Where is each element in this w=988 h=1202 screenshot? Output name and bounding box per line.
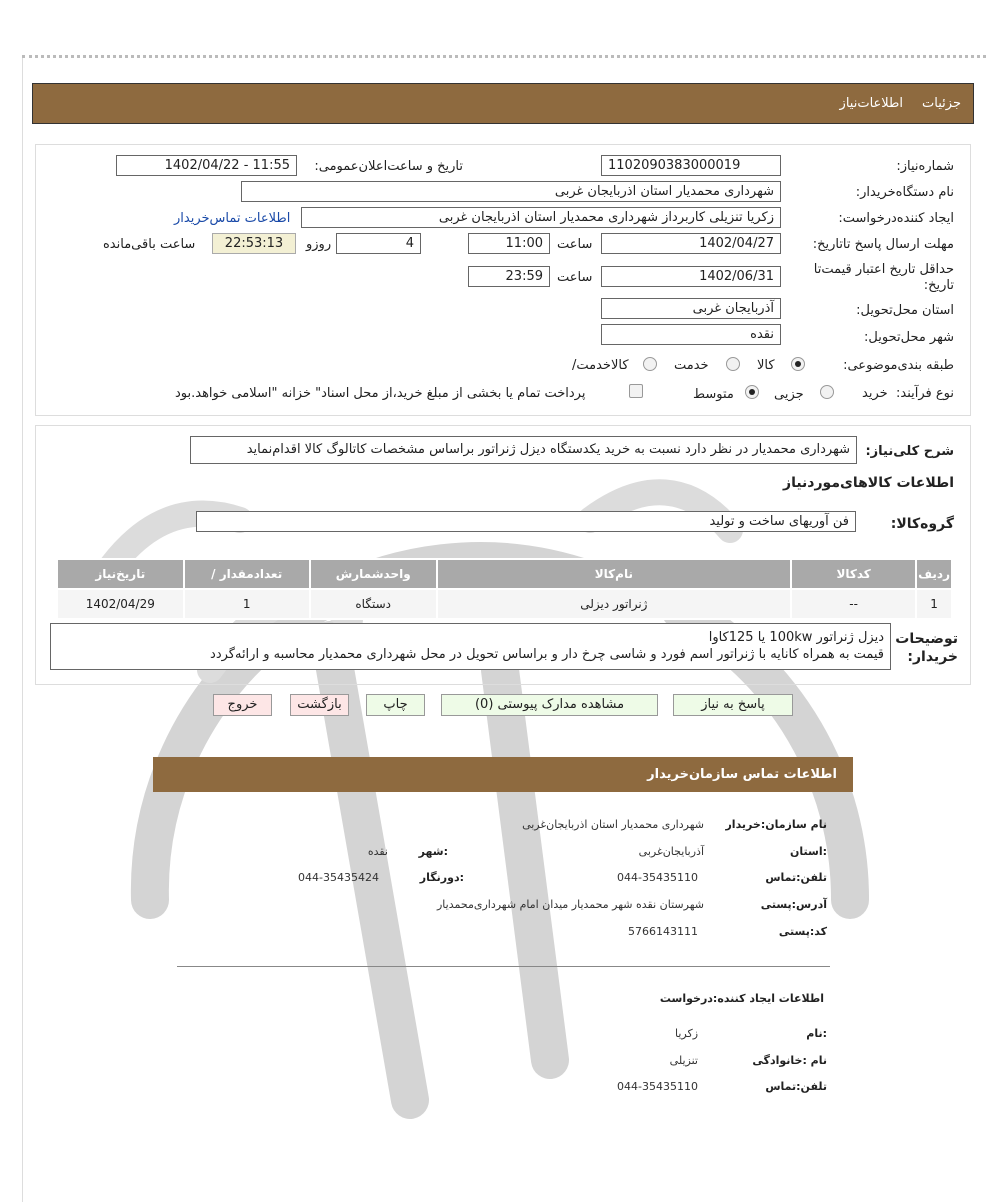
tab-details[interactable]: جزئیات <box>922 96 961 111</box>
cell-name: ژنراتور دیزلی <box>437 589 792 619</box>
city-label: شهر محل‌تحویل: <box>864 330 954 345</box>
contact-province-value: آذربایجان‌غربی <box>638 845 704 858</box>
validity-date-field: 1402/06/31 <box>601 266 781 287</box>
creator-field: زکریا تنزیلی کاربرداز شهرداری محمدیار استان اذربایجان غربی <box>301 207 781 228</box>
contact-divider <box>177 966 830 967</box>
col-need-date: تاریخ‌نیاز <box>57 559 184 589</box>
category-service-label: خدمت <box>674 358 709 373</box>
need-number-field: 1102090383000019 <box>601 155 781 176</box>
buyer-notes-line-2: قیمت به همراه کانایه با ژنراتور اسم فورد و شاسی چرخ دار و براساس تحویل در محل شهرداری محمدیار محاسبه و ارائه‌گردد <box>210 647 884 662</box>
goods-group-label: گروه‌کالا: <box>890 516 954 532</box>
city-field: نقده <box>601 324 781 345</box>
announce-label: تاریخ و ساعت‌اعلان‌عمومی: <box>314 159 463 174</box>
contact-province-label: :استان <box>790 845 827 858</box>
goods-table <box>56 558 953 620</box>
remaining-label: ساعت باقی‌مانده <box>103 237 196 252</box>
buyer-contact-header <box>153 757 853 792</box>
goods-group-field: فن آوریهای ساخت و تولید <box>196 511 856 532</box>
cell-quantity: 1 <box>184 589 310 619</box>
creator-phone-value: 044-35435110 <box>617 1080 698 1093</box>
col-code: کدکالا <box>791 559 916 589</box>
validity-time-field: 23:59 <box>468 266 550 287</box>
exit-button[interactable]: خروج <box>213 694 272 716</box>
contact-phone-value: 044-35435110 <box>617 871 698 884</box>
contact-city-value: نقده <box>367 845 388 858</box>
contact-address-label: آدرس:پستی <box>760 898 827 911</box>
col-name: نام‌کالا <box>437 559 792 589</box>
deadline-time-label: ساعت <box>557 237 593 252</box>
cell-code: -- <box>791 589 916 619</box>
need-number-label: شماره‌نیاز: <box>896 159 954 174</box>
table-row <box>57 589 952 619</box>
category-label: طبقه بندی‌موضوعی: <box>843 358 954 373</box>
contact-address-value: شهرستان نقده شهر محمدیار میدان امام شهرداری‌محمدیار <box>437 898 704 911</box>
days-label: روزو <box>306 237 332 252</box>
tab-need-info[interactable]: اطلاعات‌نیاز <box>839 96 903 111</box>
details-header-bar <box>32 83 974 124</box>
process-label: نوع فرآیند: <box>896 386 954 401</box>
view-attachments-button[interactable]: مشاهده مدارک پیوستی (0) <box>441 694 658 716</box>
creator-phone-label: تلفن:تماس <box>765 1080 827 1093</box>
process-purchase-label: خرید <box>862 386 888 401</box>
process-minor-label: جزیی <box>774 387 804 402</box>
creator-name-value: زکریا <box>674 1027 698 1040</box>
contact-city-label: :شهر <box>418 845 448 858</box>
description-label: شرح کلی‌نیاز: <box>865 444 954 459</box>
process-medium-label: متوسط <box>693 387 734 402</box>
col-quantity: تعدادمقدار / <box>184 559 310 589</box>
contact-fax-label: :دورنگار <box>419 871 464 884</box>
category-goods-service-label: کالا‌خدمت/ <box>572 358 629 373</box>
category-goods-service-radio[interactable] <box>643 357 657 371</box>
category-goods-label: کالا <box>757 358 775 373</box>
creator-label: ایجاد کننده‌درخواست: <box>838 211 954 226</box>
contact-fax-value: 044-35435424 <box>298 871 379 884</box>
treasury-payment-note: پرداخت تمام یا بخشی از مبلغ خرید،از محل اسناد" خزانه "اسلامی خواهد.بود <box>175 386 586 401</box>
deadline-time-field: 11:00 <box>468 233 550 254</box>
contact-postal-label: کد:پستی <box>778 925 827 938</box>
deadline-label: مهلت ارسال پاسخ تا‌تاریخ: <box>812 237 954 252</box>
category-service-radio[interactable] <box>726 357 740 371</box>
validity-time-label: ساعت <box>557 270 593 285</box>
buyer-contact-title: اطلاعات تماس سازمان‌خریدار <box>647 767 837 782</box>
cell-row: 1 <box>916 589 952 619</box>
cell-need-date: 1402/04/29 <box>57 589 184 619</box>
goods-info-title: اطلاعات کالاهای‌موردنیاز <box>783 475 954 491</box>
contact-phone-label: تلفن:تماس <box>765 871 827 884</box>
cell-unit: دستگاه <box>310 589 437 619</box>
creator-name-label: :نام <box>806 1027 827 1040</box>
contact-postal-value: 5766143111 <box>628 925 698 938</box>
col-row: ردیف <box>916 559 952 589</box>
process-medium-radio[interactable] <box>745 385 759 399</box>
buyer-field: شهرداری محمدیار استان اذربایجان غربی <box>241 181 781 202</box>
creator-family-label: نام :خانوادگی <box>752 1054 827 1067</box>
province-label: استان محل‌تحویل: <box>856 303 954 318</box>
province-field: آذربایجان غربی <box>601 298 781 319</box>
category-goods-radio[interactable] <box>791 357 805 371</box>
buyer-label: نام دستگاه‌خریدار: <box>855 185 954 200</box>
top-dotted-divider <box>22 55 986 58</box>
back-button[interactable]: بازگشت <box>290 694 349 716</box>
buyer-notes-field <box>50 623 891 670</box>
deadline-date-field: 1402/04/27 <box>601 233 781 254</box>
col-unit: واحدشمارش <box>310 559 437 589</box>
buyer-contact-link[interactable]: اطلاعات تماس‌خریدار <box>174 211 291 226</box>
validity-label: حداقل تاریخ اعتبار قیمت‌تا تاریخ: <box>813 262 954 293</box>
org-label: نام سازمان:خریدار <box>725 818 827 831</box>
org-value: شهرداری محمدیار استان اذربایجان‌غربی <box>522 818 704 831</box>
reply-button[interactable]: پاسخ به نیاز <box>673 694 793 716</box>
buyer-notes-line-1: دیزل ژنراتور 100kw یا 125کاوا <box>708 630 884 645</box>
creator-info-title: اطلاعات ایجاد کننده:درخواست <box>659 992 824 1005</box>
left-border-line <box>22 58 23 1202</box>
process-minor-radio[interactable] <box>820 385 834 399</box>
remaining-time-display: 22:53:13 <box>212 233 296 254</box>
creator-family-value: تنزیلی <box>669 1054 698 1067</box>
print-button[interactable]: چاپ <box>366 694 425 716</box>
buyer-notes-label-1: توضیحات <box>895 631 958 647</box>
buyer-notes-label-2: خریدار: <box>907 649 958 665</box>
announce-field: 1402/04/22 - 11:55 <box>116 155 297 176</box>
days-field: 4 <box>336 233 421 254</box>
treasury-payment-checkbox[interactable] <box>629 384 643 398</box>
description-field: شهرداری محمدیار در نظر دارد نسبت به خرید یکدستگاه دیزل ژنراتور براساس مشخصات کاتالوگ کالا اقدام‌نماید <box>190 436 857 464</box>
